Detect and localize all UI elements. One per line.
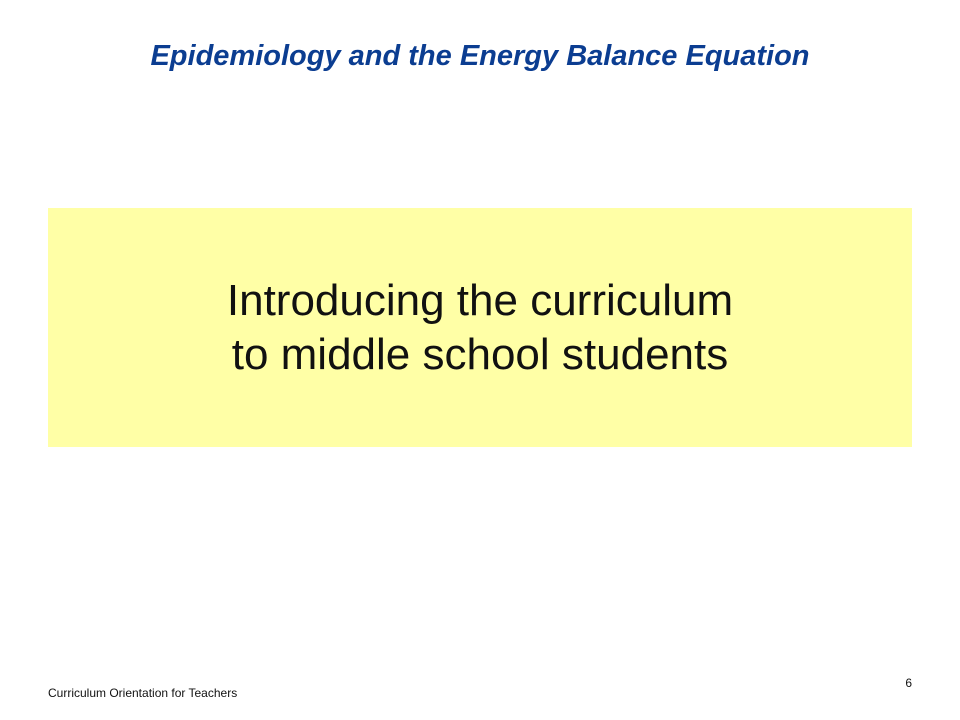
box-line-2: to middle school students bbox=[231, 329, 729, 379]
box-line-1: Introducing the curriculum bbox=[226, 275, 734, 325]
page-number: 6 bbox=[905, 676, 912, 690]
highlight-box bbox=[48, 208, 912, 447]
slide-title: Epidemiology and the Energy Balance Equation bbox=[150, 40, 810, 72]
footer-text: Curriculum Orientation for Teachers bbox=[48, 686, 238, 700]
